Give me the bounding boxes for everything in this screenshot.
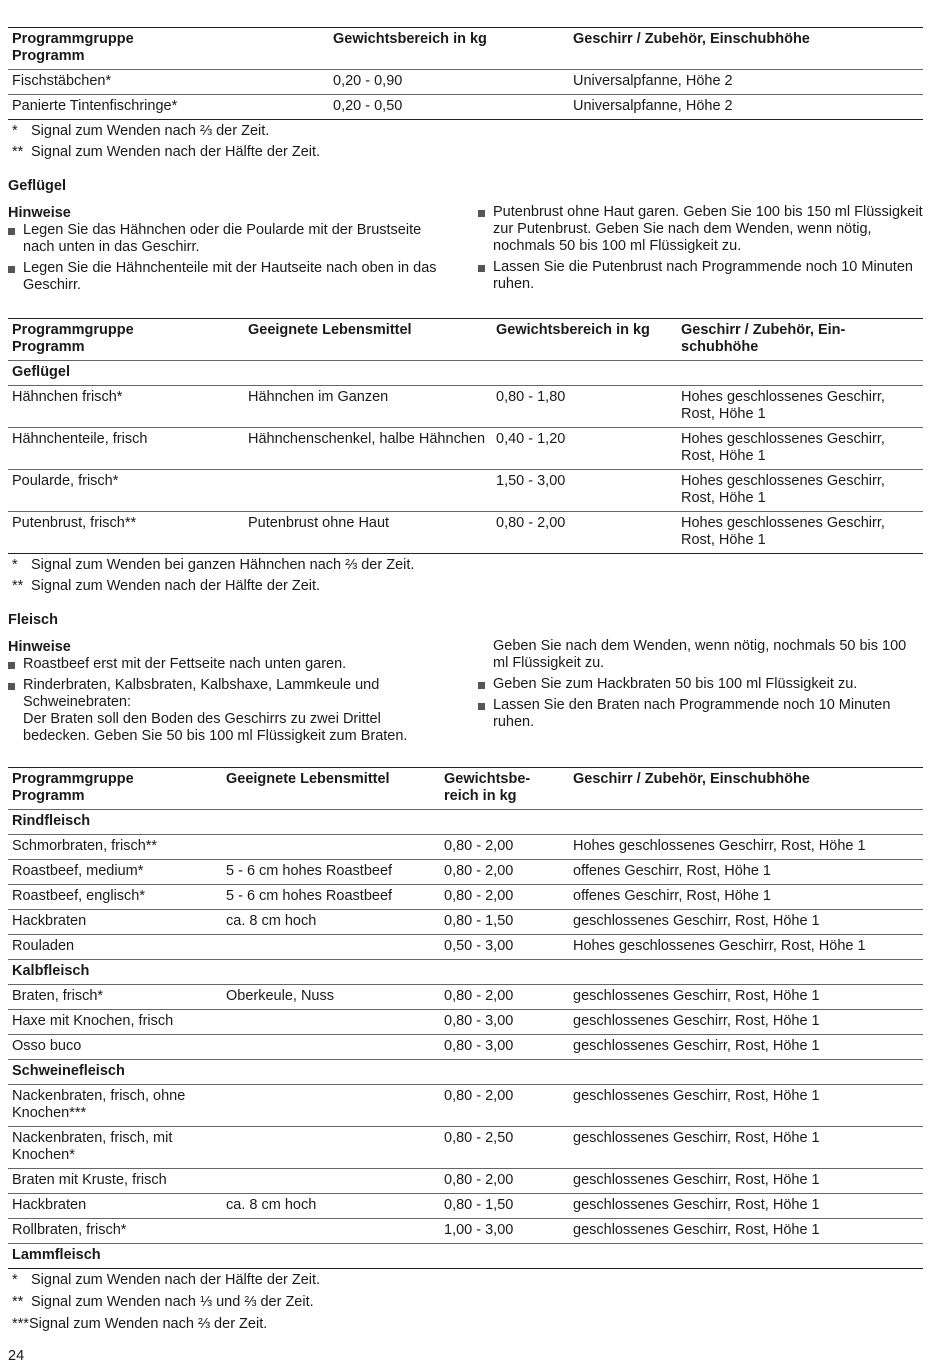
table-row: [8, 885, 923, 910]
table-header-row: [8, 28, 923, 70]
cell-food: ca. 8 cm hoch: [226, 913, 317, 929]
notes-title: Hinweise: [8, 205, 71, 221]
page-number: 24: [8, 1348, 25, 1364]
table-row: [8, 1035, 923, 1060]
footnote: * Signal zum Wenden bei ganzen Hähnchen nach ⅔ der Zeit.: [12, 557, 415, 573]
cell-dish: geschlossenes Geschirr, Rost, Höhe 1: [573, 1130, 820, 1146]
note-continuation: Der Braten soll den Boden des Geschirrs zu zwei Drittel bedecken. Geben Sie 50 bis 100 ml Flüssigkeit zum Braten.: [23, 711, 408, 744]
table-row: [8, 1127, 923, 1169]
fish-table: [8, 27, 923, 120]
cell-weight: 0,80 - 1,50: [444, 1197, 514, 1213]
bullet-square-icon: [8, 266, 15, 273]
footnote: ***Signal zum Wenden nach ⅔ der Zeit.: [12, 1316, 268, 1332]
section-title-gefluegel: Geflügel: [8, 178, 67, 194]
cell-dish: geschlossenes Geschirr, Rost, Höhe 1: [573, 1222, 820, 1238]
header-weight: Gewichtsbereich in kg: [496, 322, 650, 338]
cell-food: [222, 1169, 440, 1194]
cell-food: [222, 1010, 440, 1035]
cell-dish: Hohes geschlossenes Geschirr, Rost, Höhe 1: [573, 838, 866, 854]
header-dish: Geschirr / Zubehör, Einschubhöhe: [573, 31, 810, 47]
cell-weight: 0,80 - 2,00: [444, 1172, 514, 1188]
group-row: [8, 810, 923, 835]
table-row: [8, 1194, 923, 1219]
footnote: * Signal zum Wenden nach ⅔ der Zeit.: [12, 123, 270, 139]
table-row: [8, 1085, 923, 1127]
cell-dish: Universalpfanne, Höhe 2: [573, 98, 733, 114]
note-continuation: Geben Sie nach dem Wenden, wenn nötig, nochmals 50 bis 100 ml Flüssigkeit zu.: [493, 638, 907, 671]
poultry-table: [8, 318, 923, 554]
cell-program: Schmorbraten, frisch**: [12, 838, 158, 854]
table-row: Poularde, frisch* 1,50 - 3,00 Hohes geschlossenes Geschirr, Rost, Höhe 1: [8, 470, 923, 512]
cell-dish: geschlossenes Geschirr, Rost, Höhe 1: [573, 1038, 820, 1054]
table-row: [8, 860, 923, 885]
page-content: [8, 27, 923, 1335]
header-program: Programmgruppe Programm: [12, 322, 134, 355]
cell-weight: 0,50 - 3,00: [444, 938, 514, 954]
cell-program: Haxe mit Knochen, frisch: [12, 1013, 174, 1029]
cell-weight: 0,20 - 0,50: [333, 98, 403, 114]
cell-food: [222, 835, 440, 860]
list-item: Legen Sie die Hähnchenteile mit der Hautseite nach oben in das Geschirr.: [8, 260, 448, 294]
cell-weight: 0,20 - 0,90: [333, 73, 403, 89]
cell-weight: 0,80 - 3,00: [444, 1013, 514, 1029]
list-item: Putenbrust ohne Haut garen. Geben Sie 100 bis 150 ml Flüssigkeit zur Putenbrust. Geben Sie nach dem Wenden, wenn nötig, nochmals 50 bis 100 ml Flüssigkeit zu.: [478, 204, 923, 255]
table-row: Hähnchen frisch* Hähnchen im Ganzen 0,80 - 1,80 Hohes geschlossenes Geschirr, Rost, Höhe 1: [8, 386, 923, 428]
cell-weight: 0,80 - 2,00: [444, 1088, 514, 1104]
cell-dish: Universalpfanne, Höhe 2: [573, 73, 733, 89]
list-item: Rinderbraten, Kalbsbraten, Kalbshaxe, Lammkeule und Schweinebraten:: [8, 677, 448, 711]
cell-dish: offenes Geschirr, Rost, Höhe 1: [573, 863, 772, 879]
cell-dish: geschlossenes Geschirr, Rost, Höhe 1: [573, 1088, 820, 1104]
cell-program: Braten mit Kruste, frisch: [12, 1172, 167, 1188]
group-row: [8, 1244, 923, 1269]
bullet-square-icon: [478, 682, 485, 689]
table-row: [8, 985, 923, 1010]
cell-dish: geschlossenes Geschirr, Rost, Höhe 1: [573, 1172, 820, 1188]
table-row: [8, 835, 923, 860]
cell-food: [222, 1035, 440, 1060]
header-food: Geeignete Lebensmittel: [226, 771, 390, 787]
cell-food: Oberkeule, Nuss: [226, 988, 334, 1004]
footnote: ** Signal zum Wenden nach der Hälfte der Zeit.: [12, 578, 321, 594]
group-row: Geflügel: [8, 361, 923, 386]
cell-dish: geschlossenes Geschirr, Rost, Höhe 1: [573, 1197, 820, 1213]
header-program: Programmgruppe Programm: [12, 31, 134, 64]
cell-dish: geschlossenes Geschirr, Rost, Höhe 1: [573, 913, 820, 929]
group-row: [8, 1060, 923, 1085]
cell-weight: 0,80 - 2,50: [444, 1130, 514, 1146]
table-row: [8, 1169, 923, 1194]
bullet-square-icon: [478, 265, 485, 272]
list-item: Lassen Sie den Braten nach Programmende noch 10 Minuten ruhen.: [478, 697, 923, 731]
cell-dish: geschlossenes Geschirr, Rost, Höhe 1: [573, 988, 820, 1004]
cell-program: Panierte Tintenfischringe*: [12, 98, 178, 114]
table-row: [8, 935, 923, 960]
table-row: Putenbrust, frisch** Putenbrust ohne Haut 0,80 - 2,00 Hohes geschlossenes Geschirr, Rost, Höhe 1: [8, 512, 923, 554]
group-label: Lammfleisch: [12, 1247, 101, 1263]
table-row: Hähnchenteile, frisch Hähnchenschenkel, halbe Hähnchen 0,40 - 1,20 Hohes geschlossenes Geschirr, Rost, Höhe 1: [8, 428, 923, 470]
cell-dish: offenes Geschirr, Rost, Höhe 1: [573, 888, 772, 904]
cell-weight: 1,00 - 3,00: [444, 1222, 514, 1238]
cell-program: Fischstäbchen*: [12, 73, 112, 89]
bullet-square-icon: [8, 228, 15, 235]
notes-title: Hinweise: [8, 639, 71, 655]
cell-program: Hackbraten: [12, 1197, 87, 1213]
cell-dish: Hohes geschlossenes Geschirr, Rost, Höhe 1: [573, 938, 866, 954]
bullet-square-icon: [478, 210, 485, 217]
bullet-square-icon: [478, 703, 485, 710]
table-header-row: [8, 768, 923, 810]
group-row: [8, 960, 923, 985]
cell-weight: 0,80 - 2,00: [444, 863, 514, 879]
group-label: Rindfleisch: [12, 813, 91, 829]
cell-food: 5 - 6 cm hohes Roastbeef: [226, 863, 393, 879]
cell-weight: 0,80 - 2,00: [444, 838, 514, 854]
list-item: Lassen Sie die Putenbrust nach Programmende noch 10 Minuten ruhen.: [478, 259, 923, 293]
cell-program: Roastbeef, englisch*: [12, 888, 145, 904]
cell-program: Roastbeef, medium*: [12, 863, 144, 879]
bullet-square-icon: [8, 662, 15, 669]
cell-dish: geschlossenes Geschirr, Rost, Höhe 1: [573, 1013, 820, 1029]
table-header-row: [8, 319, 923, 361]
gefluegel-notes: [8, 204, 923, 298]
group-label: Kalbfleisch: [12, 963, 90, 979]
cell-program: Nackenbraten, frisch, ohne Knochen***: [12, 1088, 186, 1121]
cell-food: [222, 1085, 440, 1127]
footnote: * Signal zum Wenden nach der Hälfte der Zeit.: [12, 1272, 321, 1288]
table-row: [8, 1010, 923, 1035]
cell-food: ca. 8 cm hoch: [226, 1197, 317, 1213]
list-item: Legen Sie das Hähnchen oder die Poularde mit der Brustseite nach unten in das Geschirr.: [8, 222, 448, 256]
cell-program: Rollbraten, frisch*: [12, 1222, 127, 1238]
footnote: ** Signal zum Wenden nach ⅓ und ⅔ der Zeit.: [12, 1294, 314, 1310]
cell-food: 5 - 6 cm hohes Roastbeef: [226, 888, 393, 904]
cell-weight: 0,80 - 3,00: [444, 1038, 514, 1054]
group-label: Schweinefleisch: [12, 1063, 125, 1079]
table-row: [8, 910, 923, 935]
header-dish: Geschirr / Zubehör, Ein- schubhöhe: [681, 322, 846, 355]
header-weight: Gewichtsbe- reich in kg: [444, 771, 531, 804]
header-food: Geeignete Lebensmittel: [248, 322, 412, 338]
table-row: [8, 70, 923, 95]
section-title-fleisch: Fleisch: [8, 612, 58, 628]
list-item: Roastbeef erst mit der Fettseite nach unten garen.: [8, 656, 448, 673]
cell-program: Braten, frisch*: [12, 988, 104, 1004]
cell-food: [222, 1127, 440, 1169]
cell-program: Rouladen: [12, 938, 75, 954]
cell-food: [222, 1219, 440, 1244]
meat-table: [8, 767, 923, 1269]
cell-program: Osso buco: [12, 1038, 82, 1054]
fleisch-notes: [8, 638, 923, 749]
footnotes: [8, 1270, 923, 1335]
bullet-square-icon: [8, 683, 15, 690]
cell-weight: 0,80 - 2,00: [444, 988, 514, 1004]
cell-weight: 0,80 - 2,00: [444, 888, 514, 904]
cell-weight: 0,80 - 1,50: [444, 913, 514, 929]
footnote: ** Signal zum Wenden nach der Hälfte der Zeit.: [12, 144, 321, 160]
table-row: [8, 1219, 923, 1244]
cell-program: Hackbraten: [12, 913, 87, 929]
table-row: [8, 95, 923, 120]
cell-food: [222, 935, 440, 960]
cell-program: Nackenbraten, frisch, mit Knochen*: [12, 1130, 173, 1163]
header-weight: Gewichtsbereich in kg: [333, 31, 487, 47]
header-dish: Geschirr / Zubehör, Einschubhöhe: [573, 771, 810, 787]
header-program: Programmgruppe Programm: [12, 771, 134, 804]
list-item: Geben Sie zum Hackbraten 50 bis 100 ml Flüssigkeit zu.: [478, 676, 923, 693]
